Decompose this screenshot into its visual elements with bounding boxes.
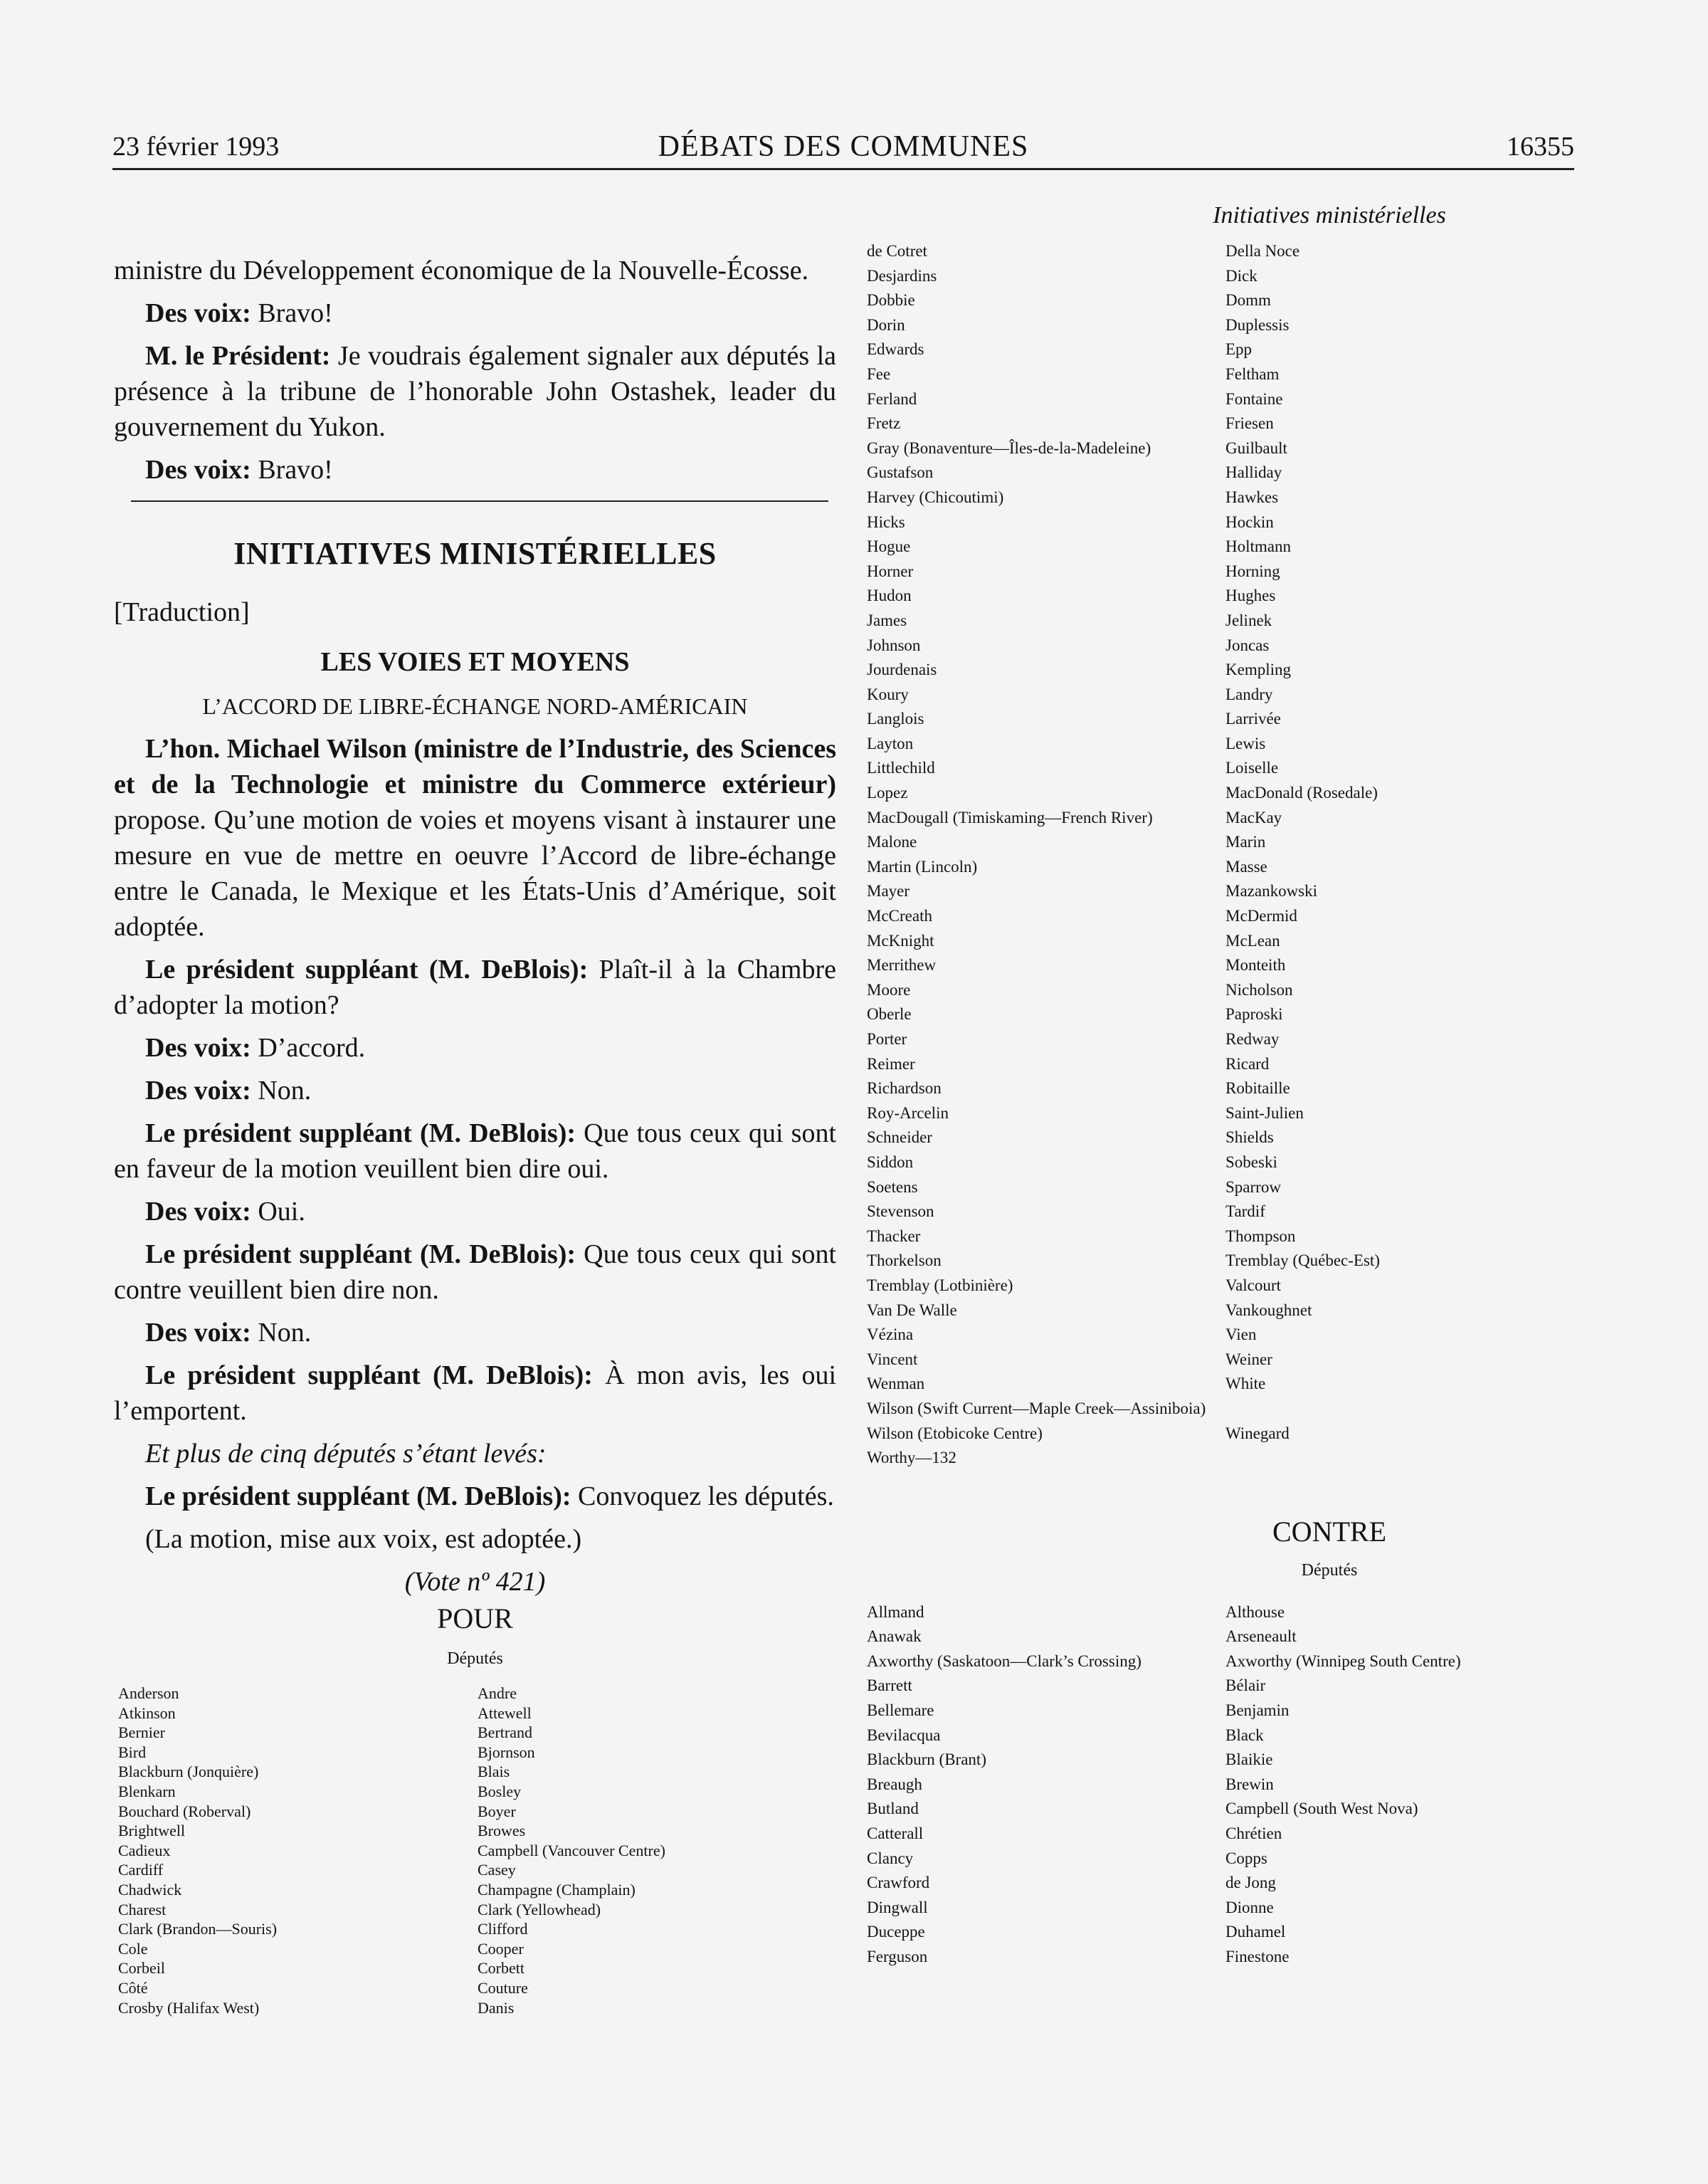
member-name: Atkinson (118, 1703, 176, 1722)
member-name: Thorkelson (867, 1251, 942, 1270)
member-name: Chrétien (1225, 1825, 1282, 1843)
member-name: Desjardins (867, 266, 937, 285)
speech: Oui. (251, 1197, 305, 1227)
member-name: Hawkes (1225, 488, 1279, 506)
member-name: de Jong (1225, 1874, 1276, 1892)
speaker: M. le Président: (145, 341, 331, 371)
paragraph (114, 1194, 836, 1229)
member-name: Jourdenais (867, 661, 937, 679)
name-column (1225, 239, 1567, 1471)
member-name: Nicholson (1225, 980, 1293, 999)
member-name: Sparrow (1225, 1177, 1281, 1196)
member-name: Brightwell (118, 1822, 186, 1840)
member-name: Koury (867, 685, 909, 703)
member-name: Littlechild (867, 759, 935, 777)
member-name: Dorin (867, 315, 905, 334)
member-name: Browes (478, 1822, 526, 1840)
contre-list (867, 1600, 1578, 1970)
paragraph (114, 952, 836, 1023)
header-page-number: 16355 (1507, 132, 1574, 162)
member-name: Stevenson (867, 1202, 934, 1221)
member-name: Robitaille (1225, 1079, 1290, 1098)
member-name: Bird (118, 1743, 147, 1761)
member-name (1225, 1446, 1567, 1471)
member-name: Sobeski (1225, 1153, 1277, 1171)
member-name: Wilson (Swift Current—Maple Creek—Assiniboia) (867, 1399, 1206, 1417)
member-name: Marin (1225, 833, 1266, 851)
member-name: Blackburn (Brant) (867, 1750, 986, 1769)
member-name: Catterall (867, 1825, 924, 1843)
speech: propose. Qu’une motion de voies et moyens visant à instaurer une mesure en vue de mettre en oeuvre l’Accord de libre-échange entre le Canada, le Mexique et les États-Unis d’Amérique, soit adoptée. (114, 805, 836, 942)
member-name: McKnight (867, 931, 934, 950)
member-name: Cooper (478, 1939, 524, 1958)
speaker: Le président suppléant (M. DeBlois): (145, 955, 589, 985)
member-name: Cadieux (118, 1841, 171, 1859)
member-name: Clark (Brandon—Souris) (118, 1920, 278, 1938)
speech: D’accord. (251, 1033, 366, 1063)
subsection-title: LES VOIES ET MOYENS (320, 647, 630, 677)
member-name: Weiner (1225, 1350, 1272, 1368)
member-name: Shields (1225, 1128, 1274, 1147)
member-name: Bellemare (867, 1701, 934, 1720)
member-name: Merrithew (867, 956, 937, 975)
speaker: Le président suppléant (M. DeBlois): (145, 1118, 576, 1148)
member-name: Hogue (867, 537, 911, 556)
member-name: Dingwall (867, 1898, 928, 1916)
header-date: 23 février 1993 (112, 132, 280, 162)
member-name: Larrivée (1225, 710, 1281, 728)
member-name: Duplessis (1225, 315, 1290, 334)
member-name: Fretz (867, 414, 901, 433)
member-name: Moore (867, 980, 911, 999)
member-name: Wilson (Etobicoke Centre) (867, 1424, 1043, 1442)
member-name: Thompson (1225, 1227, 1296, 1245)
member-name: Allmand (867, 1602, 924, 1621)
member-name: Tremblay (Lotbinière) (867, 1276, 1013, 1294)
member-name: Martin (Lincoln) (867, 857, 978, 876)
member-name: Hicks (867, 513, 905, 531)
paragraph: (La motion, mise aux voix, est adoptée.) (145, 1524, 582, 1554)
member-name: Côté (118, 1978, 148, 1997)
member-name: Fontaine (1225, 389, 1283, 408)
speech: Que tous ceux qui sont contre veuillent bien dire non. (114, 1239, 837, 1305)
member-name: Andre (478, 1684, 517, 1702)
member-name: Axworthy (Winnipeg South Centre) (1225, 1652, 1461, 1670)
member-name: Brewin (1225, 1775, 1274, 1793)
member-name: Bosley (478, 1782, 522, 1800)
name-column (867, 239, 1225, 1471)
member-name: Hockin (1225, 513, 1274, 531)
member-name: Arseneault (1225, 1627, 1297, 1646)
member-name: Crawford (867, 1874, 930, 1892)
section-separator (131, 500, 828, 502)
member-name: Thacker (867, 1227, 921, 1245)
member-name: Loiselle (1225, 759, 1279, 777)
member-name: McDermid (1225, 907, 1297, 925)
member-name: Copps (1225, 1849, 1267, 1867)
member-name: Worthy—132 (867, 1449, 956, 1467)
speaker: Des voix: (145, 1076, 251, 1106)
member-name: Benjamin (1225, 1701, 1290, 1720)
vote-label: (Vote nº 421) (404, 1567, 546, 1597)
member-name: Blackburn (Jonquière) (118, 1763, 259, 1781)
speaker: Le président suppléant (M. DeBlois): (145, 1239, 576, 1269)
member-name: Reimer (867, 1054, 915, 1073)
member-name: Ferguson (867, 1948, 928, 1965)
member-name: Black (1225, 1726, 1264, 1744)
paragraph (114, 1237, 836, 1308)
paragraph (114, 731, 836, 945)
paragraph (114, 452, 836, 488)
member-name: Cole (118, 1939, 148, 1958)
member-name: Hudon (867, 587, 912, 605)
member-name: Campbell (Vancouver Centre) (478, 1841, 665, 1859)
member-name: Kempling (1225, 661, 1291, 679)
left-column (114, 253, 836, 2017)
speech: Bravo! (251, 298, 333, 328)
member-name: Paproski (1225, 1005, 1283, 1024)
member-name: MacDonald (Rosedale) (1225, 784, 1378, 802)
member-name: Jelinek (1225, 611, 1272, 629)
member-name: Blais (478, 1763, 510, 1781)
name-column (114, 1684, 478, 2017)
speaker: Des voix: (145, 1197, 251, 1227)
member-name: Barrett (867, 1676, 912, 1695)
member-name: Lopez (867, 784, 908, 802)
member-name: Ferland (867, 389, 917, 408)
speech: Convoquez les députés. (571, 1481, 834, 1511)
member-name: Monteith (1225, 956, 1286, 975)
paragraph (114, 1073, 836, 1108)
member-name: Cardiff (118, 1861, 164, 1879)
member-name: Dionne (1225, 1898, 1274, 1916)
speech: À mon avis, les oui l’emportent. (114, 1360, 836, 1426)
paragraph (114, 1315, 836, 1350)
paragraph (114, 295, 836, 331)
member-name: Saint-Julien (1225, 1103, 1304, 1122)
member-name: Della Noce (1225, 242, 1300, 260)
italic-note: Et plus de cinq députés s’étant levés: (145, 1439, 547, 1469)
member-name: Boyer (478, 1802, 516, 1820)
member-name: Masse (1225, 857, 1267, 876)
member-name: Landry (1225, 685, 1273, 703)
contre-heading: CONTRE (1272, 1515, 1386, 1548)
member-name: Clifford (478, 1920, 528, 1938)
member-name: Bouchard (Roberval) (118, 1802, 251, 1820)
speaker: Le président suppléant (M. DeBlois): (145, 1360, 593, 1390)
paragraph (114, 1030, 836, 1066)
member-name: Champagne (Champlain) (478, 1880, 636, 1899)
speech: Non. (251, 1318, 312, 1348)
member-name: Tremblay (Québec-Est) (1225, 1251, 1380, 1270)
member-name: Oberle (867, 1005, 912, 1024)
member-name: Mayer (867, 882, 910, 901)
member-name: Johnson (867, 636, 921, 654)
member-name: Horning (1225, 562, 1280, 580)
member-name: Dobbie (867, 291, 915, 310)
member-name: Van De Walle (867, 1301, 957, 1319)
member-name: Harvey (Chicoutimi) (867, 488, 1004, 506)
member-name: Finestone (1225, 1948, 1290, 1965)
speech: Non. (251, 1076, 312, 1106)
paragraph (114, 1479, 836, 1514)
member-name: Tardif (1225, 1202, 1265, 1221)
member-name: Ricard (1225, 1054, 1270, 1073)
member-name: Richardson (867, 1079, 942, 1098)
member-name: Feltham (1225, 364, 1280, 383)
member-name: Soetens (867, 1177, 918, 1196)
member-name: Gustafson (867, 463, 934, 482)
member-name: Holtmann (1225, 537, 1291, 556)
name-column (478, 1684, 819, 2017)
member-name: Attewell (478, 1703, 532, 1722)
member-name: Malone (867, 833, 917, 851)
speaker: L’hon. Michael Wilson (ministre de l’Industrie, des Sciences et de la Technologie et ministre du Commerce extérieur) (114, 734, 836, 799)
member-name: Guilbault (1225, 439, 1287, 457)
member-name: Danis (478, 1998, 515, 2017)
speaker: Des voix: (145, 455, 251, 485)
pour-list-left (114, 1684, 836, 2017)
member-name: Vézina (867, 1325, 914, 1344)
member-name: Fee (867, 364, 891, 383)
member-name: Redway (1225, 1030, 1280, 1048)
member-name: Crosby (Halifax West) (118, 1998, 260, 2017)
member-name: Couture (478, 1978, 528, 1997)
paragraph (114, 338, 836, 445)
member-name: Vankoughnet (1225, 1301, 1312, 1319)
section-title: INITIATIVES MINISTÉRIELLES (233, 536, 717, 571)
member-name: Winegard (1225, 1424, 1290, 1442)
member-name: Vincent (867, 1350, 918, 1368)
member-name: Bevilacqua (867, 1726, 941, 1744)
paragraph (114, 1436, 836, 1471)
member-name: Clancy (867, 1849, 914, 1867)
member-name: Althouse (1225, 1602, 1285, 1621)
member-name: Casey (478, 1861, 516, 1879)
member-name: McCreath (867, 907, 932, 925)
pour-heading: POUR (437, 1602, 513, 1634)
paragraph: ministre du Développement économique de la Nouvelle-Écosse. (114, 256, 809, 285)
member-name: Duceppe (867, 1923, 925, 1941)
member-name: MacDougall (Timiskaming—French River) (867, 808, 1153, 826)
speech: Bravo! (251, 455, 333, 485)
paragraph (114, 1358, 836, 1429)
member-name: de Cotret (867, 242, 927, 260)
member-name: Roy-Arcelin (867, 1103, 949, 1122)
member-name: Wenman (867, 1375, 925, 1393)
pour-list-right (867, 239, 1578, 1471)
translation-tag: [Traduction] (114, 597, 250, 627)
speaker: Des voix: (145, 298, 251, 328)
speech: Que tous ceux qui sont en faveur de la motion veuillent bien dire oui. (114, 1118, 837, 1184)
member-name: Bertrand (478, 1723, 532, 1742)
deputes-label: Députés (1301, 1560, 1358, 1580)
member-name: Schneider (867, 1128, 932, 1147)
member-name: Edwards (867, 340, 924, 359)
member-name: White (1225, 1375, 1266, 1393)
member-name: Blenkarn (118, 1782, 176, 1800)
member-name: Halliday (1225, 463, 1282, 482)
member-name: McLean (1225, 931, 1280, 950)
member-name: Lewis (1225, 734, 1266, 752)
member-name: Layton (867, 734, 914, 752)
member-name (1225, 1397, 1567, 1422)
member-name: Charest (118, 1900, 167, 1918)
member-name: Vien (1225, 1325, 1257, 1344)
member-name: James (867, 611, 907, 629)
member-name: Clark (Yellowhead) (478, 1900, 601, 1918)
speaker: Le président suppléant (M. DeBlois): (145, 1481, 571, 1511)
member-name: Gray (Bonaventure—Îles-de-la-Madeleine) (867, 439, 1151, 457)
member-name: Bernier (118, 1723, 165, 1742)
member-name: Blaikie (1225, 1750, 1273, 1769)
speech: Je voudrais également signaler aux députés la présence à la tribune de l’honorable John Ostashek, leader du gouvernement du Yukon. (114, 341, 836, 442)
member-name: Valcourt (1225, 1276, 1281, 1294)
name-column (1225, 1600, 1567, 1970)
paragraph (114, 1115, 836, 1187)
member-name: Mazankowski (1225, 882, 1318, 901)
speech: Plaît-il à la Chambre d’adopter la motion? (114, 955, 836, 1020)
member-name: Chadwick (118, 1880, 182, 1899)
name-column (867, 1600, 1225, 1970)
deputes-label: Députés (447, 1649, 503, 1668)
member-name: Corbeil (118, 1959, 165, 1978)
member-name: Epp (1225, 340, 1253, 359)
member-name: Porter (867, 1030, 907, 1048)
page-header (112, 127, 1574, 169)
member-name: Corbett (478, 1959, 524, 1978)
member-name: Hughes (1225, 587, 1276, 605)
header-title: DÉBATS DES COMMUNES (658, 130, 1029, 163)
header-rule (112, 168, 1574, 170)
member-name: Domm (1225, 291, 1271, 310)
member-name: Friesen (1225, 414, 1274, 433)
member-name: MacKay (1225, 808, 1282, 826)
member-name: Campbell (South West Nova) (1225, 1800, 1418, 1818)
member-name: Breaugh (867, 1775, 922, 1793)
right-column (867, 199, 1578, 1970)
subsubsection-title: L’ACCORD DE LIBRE-ÉCHANGE NORD-AMÉRICAIN (202, 693, 748, 719)
member-name: Axworthy (Saskatoon—Clark’s Crossing) (867, 1652, 1142, 1670)
member-name: Bélair (1225, 1676, 1266, 1695)
running-head: Initiatives ministérielles (1213, 202, 1446, 229)
member-name: Joncas (1225, 636, 1270, 654)
member-name: Anderson (118, 1684, 179, 1702)
speaker: Des voix: (145, 1033, 251, 1063)
member-name: Butland (867, 1800, 919, 1818)
member-name: Siddon (867, 1153, 914, 1171)
member-name: Horner (867, 562, 914, 580)
member-name: Langlois (867, 710, 924, 728)
member-name: Bjornson (478, 1743, 535, 1761)
speaker: Des voix: (145, 1318, 251, 1348)
member-name: Dick (1225, 266, 1258, 285)
member-name: Duhamel (1225, 1923, 1286, 1941)
member-name: Anawak (867, 1627, 922, 1646)
